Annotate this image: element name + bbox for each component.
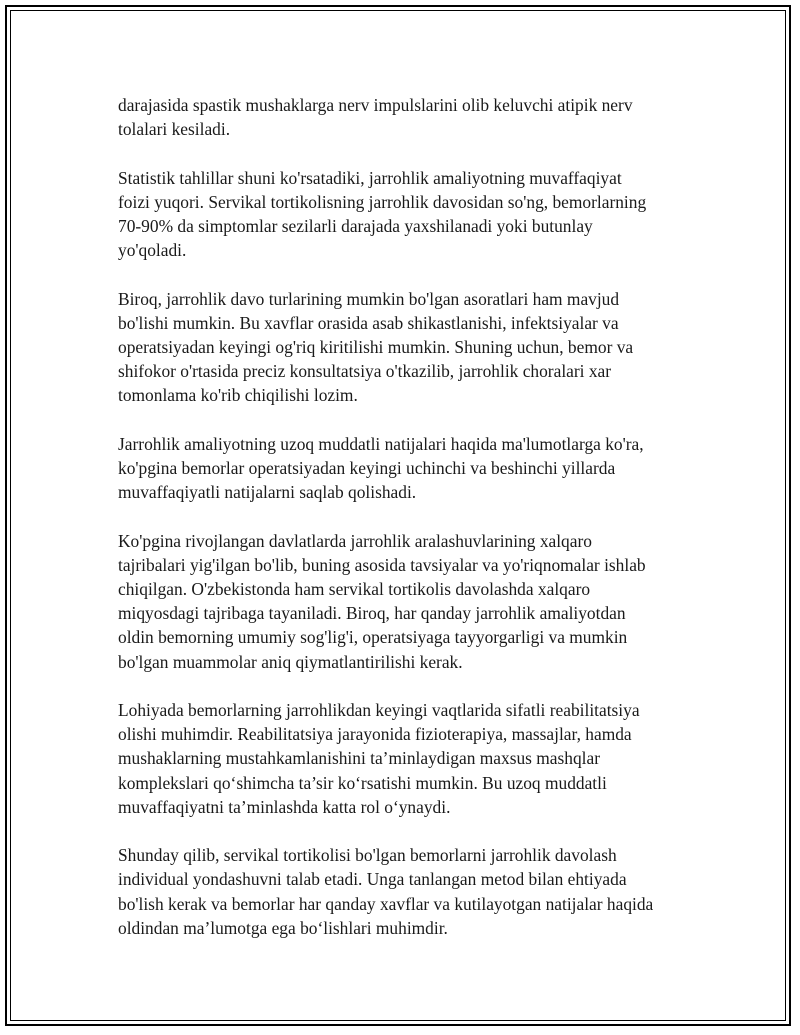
- paragraph-5: Ko'pgina rivojlangan davlatlarda jarrohlik aralashuvlarining xalqaro tajribalari yig'ilgan bo'lib, buning asosida tavsiyalar va yo'riqnomalar ishlab chiqilgan. O'zbekistonda ham servikal tortikolis davolashda xalqaro miqyosdagi tajribaga tayaniladi. Biroq, har qanday jarrohlik amaliyotdan oldin bemorning umumiy sog'lig'i, operatsiyaga tayyorgarligi va mumkin bo'lgan muammolar aniq qiymatlantirilishi kerak.: [118, 530, 646, 672]
- paragraph-1: darajasida spastik mushaklarga nerv impulslarini olib keluvchi atipik nerv tolalari kesiladi.: [118, 95, 633, 140]
- paragraph-3: Biroq, jarrohlik davo turlarining mumkin bo'lgan asoratlari ham mavjud bo'lishi mumkin. Bu xavflar orasida asab shikastlanishi, infektsiyalar va operatsiyadan keyingi og'riq kiritilishi mumkin. Shuning uchun, bemor va shifokor o'rtasida preciz konsultatsiya o'tkazilib, jarrohlik choralari xar tomonlama ko'rib chiqilishi lozim.: [118, 288, 634, 406]
- paragraph-6: Lohiyada bemorlarning jarrohlikdan keyingi vaqtlarida sifatli reabilitatsiya olishi muhimdir. Reabilitatsiya jarayonida fizioterapiya, massajlar, hamda mushaklarning mustahkamlanishini ta’minlaydigan maxsus mashqlar komplekslari qo‘shimcha ta’sir ko‘rsatishi mumkin. Bu uzoq muddatli muvaffaqiyatni ta’minlashda katta rol o‘ynaydi.: [118, 700, 640, 817]
- document-body: [118, 93, 698, 940]
- paragraph-2: Statistik tahlillar shuni ko'rsatadiki, jarrohlik amaliyotning muvaffaqiyat foizi yuqori. Servikal tortikolisning jarrohlik davosidan so'ng, bemorlarning 70-90% da simptomlar sezilarli darajada yaxshilanadi yoki butunlay yo'qoladi.: [118, 167, 647, 261]
- paragraph-7: Shunday qilib, servikal tortikolisi bo'lgan bemorlarni jarrohlik davolash individual yondashuvni talab etadi. Unga tanlangan metod bilan ehtiyada bo'lish kerak va bemorlar har qanday xavflar va kutilayotgan natijalar haqida oldindan ma’lumotga ega bo‘lishlari muhimdir.: [118, 845, 654, 938]
- paragraph-4: Jarrohlik amaliyotning uzoq muddatli natijalari haqida ma'lumotlarga ko'ra, ko'pgina bemorlar operatsiyadan keyingi uchinchi va beshinchi yillarda muvaffaqiyatli natijalarni saqlab qolishadi.: [118, 433, 644, 503]
